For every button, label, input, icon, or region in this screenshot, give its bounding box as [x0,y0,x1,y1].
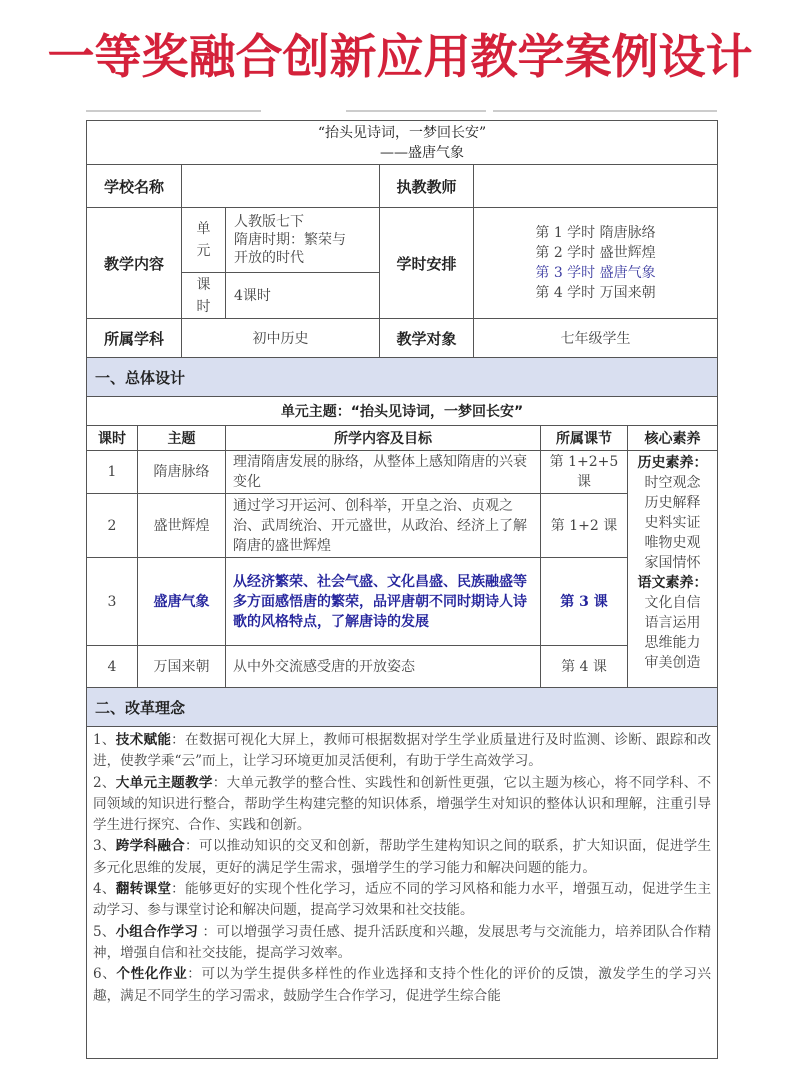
row-topic: 盛世辉煌 [138,494,226,558]
row-number: 4 [87,646,138,688]
reform-item [93,773,711,837]
row-lesson: 第 1+2 课 [541,494,628,558]
core-item: 唯物史观 [644,535,701,551]
audience-label: 教学对象 [380,319,474,358]
item-number: 3、 [93,838,116,855]
section-heading-overall-design: 一、总体设计 [87,358,718,397]
row-number: 2 [87,494,138,558]
item-body: ：可以为学生提供多样性的作业选择和支持个性化的评价的反馈，激发学生的学习兴趣，满足不同学生的学习需求，鼓励学生合作学习，促进学生综合能 [93,966,712,1004]
column-header-topic: 主题 [138,426,226,451]
unit-value [226,208,380,273]
schedule-item: 第 4 学时 万国来朝 [535,285,656,301]
core-item: 历史解释 [644,495,701,511]
item-title: 翻转课堂 [115,881,172,898]
row-number: 3 [87,558,138,646]
core-item: 家国情怀 [644,555,701,571]
item-title: 跨学科融合 [115,838,186,855]
schedule-item: 第 1 学时 隋唐脉络 [535,225,656,241]
item-number: 2、 [93,774,116,791]
chinese-literacy-heading: 语文素养： [637,575,708,591]
row-topic: 盛唐气象 [138,558,226,646]
core-item: 文化自信 [644,595,701,611]
row-lesson: 第 4 课 [541,646,628,688]
teacher-value [474,165,718,208]
hours-label-text: 课时 [196,276,211,315]
unit-line: 开放的时代 [234,250,304,266]
reform-ideas-list [87,727,718,1059]
item-number: 5、 [93,923,116,940]
item-title: 大单元主题教学 [115,774,213,791]
row-goal: 理清隋唐发展的脉络，从整体上感知隋唐的兴衰变化 [226,451,541,494]
item-title: 小组合作学习 [115,923,199,940]
item-title: 个性化作业 [116,966,188,983]
reform-item [93,964,711,1007]
row-goal: 从中外交流感受唐的开放姿态 [226,646,541,688]
item-number: 4、 [93,881,116,898]
item-body: ：可以增强学习责任感、提升活跃度和兴趣，发展思考与交流能力，培养团队合作精神，增强自信和社交技能，提高学习效率。 [93,923,712,961]
section-heading-reform-ideas: 二、改革理念 [87,688,718,727]
item-body: ：大单元教学的整合性、实践性和创新性更强，它以主题为核心，将不同学科、不同领域的知识进行整合，帮助学生构建完整的知识体系，增强学生对知识的整体认识和理解，注重引导学生进行探究、合作、实践和创新。 [93,774,712,834]
document-title [87,121,718,165]
core-item: 思维能力 [644,635,701,651]
reform-item [93,836,711,879]
audience-value: 七年级学生 [474,319,718,358]
core-item: 语言运用 [644,615,701,631]
core-competencies [628,451,718,688]
unit-label [182,208,226,273]
row-topic: 隋唐脉络 [138,451,226,494]
unit-line: 隋唐时期：繁荣与 [234,232,346,248]
row-number: 1 [87,451,138,494]
column-header-hour: 课时 [87,426,138,451]
schedule-label: 学时安排 [380,208,474,319]
column-header-lesson: 所属课节 [541,426,628,451]
item-body: ：在数据可视化大屏上，教师可根据数据对学生学业质量进行及时监测、诊断、跟踪和改进，使教学乘“云”而上，让学习环境更加灵活便利，有助于学生高效学习。 [93,732,712,770]
schedule-list [474,208,718,319]
table-row [87,451,718,494]
history-literacy-heading: 历史素养： [637,455,708,471]
core-item: 史料实证 [644,515,701,531]
subject-value: 初中历史 [182,319,380,358]
row-goal: 从经济繁荣、社会气盛、文化昌盛、民族融盛等多方面感悟唐的繁荣，品评唐朝不同时期诗人诗歌的风格特点，了解唐诗的发展 [226,558,541,646]
item-number: 1、 [93,732,116,748]
divider [493,110,717,112]
row-lesson: 第 1+2+5 课 [541,451,628,494]
column-header-core: 核心素养 [628,426,718,451]
content-label: 教学内容 [87,208,182,319]
reform-item [93,879,711,922]
title-line-1: “抬头见诗词，一梦回长安” [317,124,487,141]
item-title: 技术赋能 [115,732,172,748]
school-value [182,165,380,208]
hours-value: 4课时 [226,273,380,319]
core-item: 审美创造 [644,655,701,671]
page-banner-title: 一等奖融合创新应用教学案例设计 [47,30,753,85]
school-label: 学校名称 [87,165,182,208]
reform-item [93,922,711,965]
table-row-highlighted [87,558,718,646]
core-item: 时空观念 [644,475,701,491]
unit-label-text: 单元 [196,221,211,259]
table-row [87,646,718,688]
overall-design-table [86,357,718,1059]
lesson-plan-document [86,120,717,1059]
column-header-goal: 所学内容及目标 [226,426,541,451]
info-table [86,120,718,358]
row-lesson: 第 3 课 [541,558,628,646]
item-number: 6、 [93,966,117,983]
title-line-2: ——盛唐气象 [380,144,465,161]
subject-label: 所属学科 [87,319,182,358]
teacher-label: 执教教师 [380,165,474,208]
table-row [87,494,718,558]
item-body: ：能够更好的实现个性化学习，适应不同的学习风格和能力水平，增强互动，促进学生主动学习、参与课堂讨论和解决问题，提高学习效果和社交技能。 [93,881,712,919]
unit-line: 人教版七下 [234,214,304,230]
reform-item [93,730,711,773]
item-body: ：可以推动知识的交叉和创新，帮助学生建构知识之间的联系，扩大知识面，促进学生多元化思维的发展，更好的满足学生需求，强增学生的学习能力和解决问题的能力。 [93,838,712,876]
row-goal: 通过学习开运河、创科举，开皇之治、贞观之治、武周统治、开元盛世，从政治、经济上了解隋唐的盛世辉煌 [226,494,541,558]
divider [86,110,261,112]
schedule-item: 第 2 学时 盛世辉煌 [535,245,656,261]
unit-theme: 单元主题：“抬头见诗词，一梦回长安” [87,397,718,426]
hours-label [182,273,226,319]
divider [346,110,486,112]
schedule-item-highlighted: 第 3 学时 盛唐气象 [535,265,656,281]
row-topic: 万国来朝 [138,646,226,688]
